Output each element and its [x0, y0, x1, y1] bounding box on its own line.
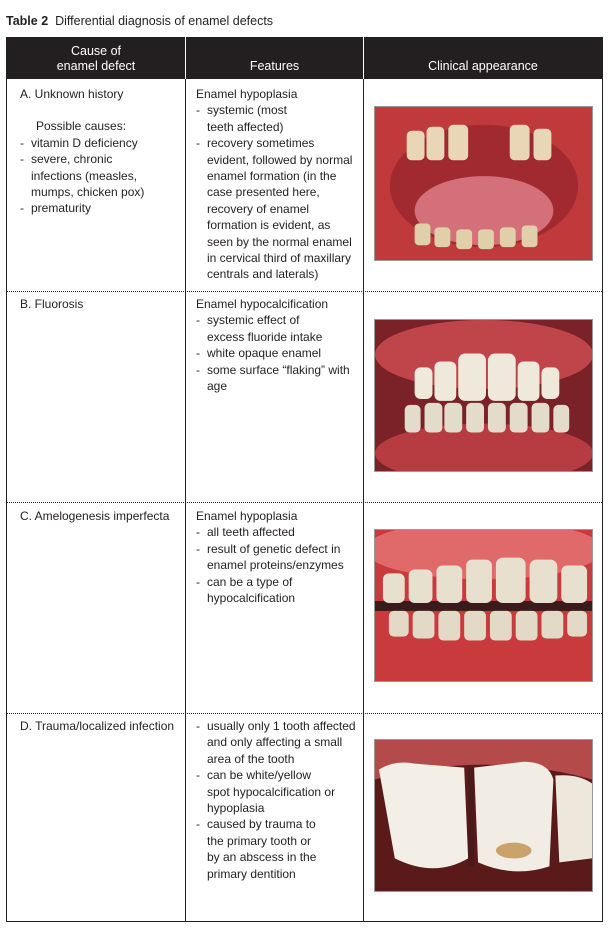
row-c-features: Enamel hypoplasia - all teeth affected - result of genetic defect in enamel proteins/enzymes - can be a type of hypocalcification — [196, 508, 358, 606]
list-item: - caused by trauma to the primary tooth or by an abscess in the primary dentition — [196, 816, 325, 882]
list-item: - white opaque enamel — [196, 345, 358, 361]
header-features: Features — [185, 37, 363, 79]
photo-trauma — [374, 739, 593, 892]
row-a-features: Enamel hypoplasia - systemic (most teeth affected) - recovery sometimes evident, followed by normal enamel formation (in the case presented here, recovery of enamel formation is evident, as seen by the normal enamel in cervical third of maxillary centrals and laterals) — [196, 86, 358, 283]
list-item: - result of genetic defect in enamel proteins/enzymes — [196, 541, 359, 574]
list-item: - prematurity — [20, 200, 180, 216]
row-d-cause: D. Trauma/localized infection — [20, 719, 175, 733]
list-item: - severe, chronic infections (measles, mumps, chicken pox) — [20, 151, 159, 200]
possible-causes-list — [20, 135, 180, 217]
row-separator — [7, 502, 602, 503]
photo-hypoplasia — [374, 106, 593, 261]
row-separator — [7, 713, 602, 714]
list-item: - all teeth affected — [196, 524, 358, 540]
photo-amelogenesis — [374, 529, 593, 682]
row-b-features: Enamel hypocalcification - systemic effect of excess fluoride intake - white opaque enamel - some surface “flaking” with age — [196, 296, 358, 394]
list-item: - recovery sometimes evident, followed by normal enamel formation (in the case presented here, recovery of enamel formation is evident, as seen by the normal enamel in cervical third of maxillary centrals and laterals) — [196, 135, 357, 283]
list-item: - usually only 1 tooth affected and only affecting a small area of the tooth — [196, 718, 357, 767]
photo-fluorosis — [374, 319, 593, 472]
list-item: - systemic (most teeth affected) — [196, 102, 299, 135]
caption-label: Table 2 — [6, 14, 49, 28]
row-separator — [7, 291, 602, 292]
row-b-cause: B. Fluorosis — [20, 297, 84, 311]
list-item: - systemic effect of excess fluoride intake — [196, 312, 327, 345]
row-a-cause: A. Unknown history Possible causes: - vitamin D deficiency - severe, chronic infections (measles, mumps, chicken pox) - prematurity — [20, 86, 180, 217]
column-divider — [363, 79, 364, 921]
list-item: - vitamin D deficiency — [20, 135, 180, 151]
list-item: - some surface “flaking” with age — [196, 362, 352, 395]
header-cause: Cause of enamel defect — [56, 44, 136, 73]
diagnosis-table — [6, 37, 603, 922]
row-c-cause: C. Amelogenesis imperfecta — [20, 509, 170, 523]
table-caption — [6, 13, 273, 29]
column-divider — [185, 79, 186, 921]
list-item: - can be white/yellow spot hypocalcification or hypoplasia — [196, 767, 337, 816]
row-d-features — [196, 718, 358, 882]
header-appearance: Clinical appearance — [363, 37, 602, 79]
list-item: - can be a type of hypocalcification — [196, 574, 327, 607]
table-header — [7, 37, 602, 79]
caption-text: Differential diagnosis of enamel defects — [55, 14, 274, 28]
